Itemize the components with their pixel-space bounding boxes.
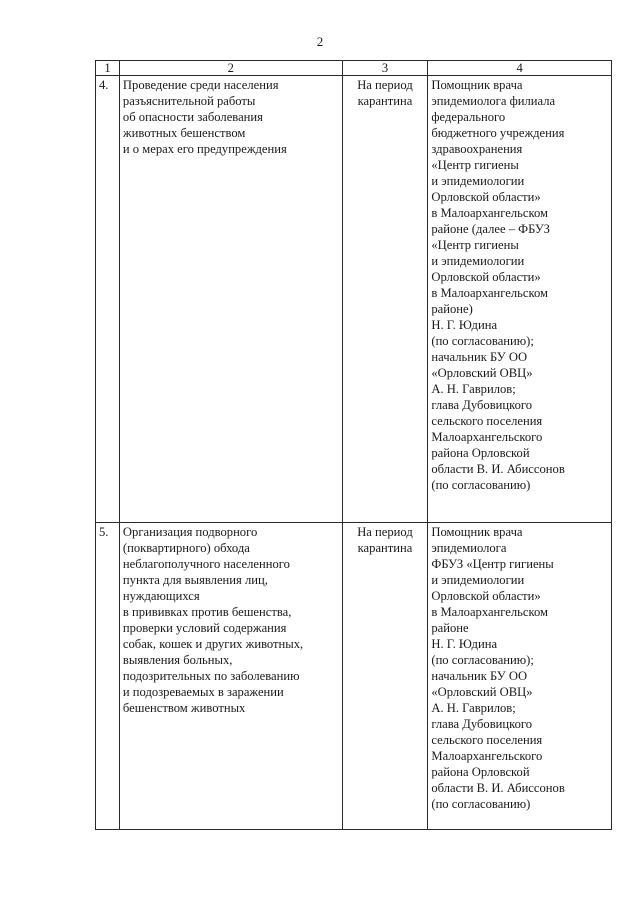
text-line: Малоархангельского [431,749,543,763]
text-line: сельского поселения [431,733,543,747]
page-number: 2 [316,34,324,49]
text-line: Проведение среди населения [122,78,279,92]
text-line: районе (далее – ФБУЗ [431,222,550,236]
text-line: бюджетного учреждения [431,126,565,140]
text-line: об опасности заболевания [122,110,263,124]
text-line: района Орловской [431,765,530,779]
text-line: эпидемиолога [431,541,507,555]
text-line: здравоохранения [431,142,523,156]
text-line: (по согласованию); [431,334,534,348]
row-number: 5. [96,523,120,830]
text-line: сельского поселения [431,414,543,428]
text-line: карантина [357,541,413,555]
text-line: пункта для выявления лиц, [122,573,268,587]
text-line: выявления больных, [122,653,233,667]
measures-table [95,60,612,830]
text-line: и эпидемиологии [431,573,525,587]
text-line: (поквартирного) обхода [122,541,250,555]
text-line: (по согласованию) [431,478,531,492]
text-line: глава Дубовицкого [431,717,533,731]
text-line: в Малоархангельском [431,286,549,300]
text-line: начальник БУ ОО [431,669,528,683]
text-line: бешенством животных [122,701,246,715]
text-line: Организация подворного [122,525,258,539]
text-line: районе [431,621,469,635]
text-line: неблагополучного населенного [122,557,290,571]
text-line: А. Н. Гаврилов; [431,701,516,715]
text-line: и о мерах его предупреждения [122,142,287,156]
header-cell-3: 3 [342,61,428,76]
text-line: в Малоархангельском [431,206,549,220]
period-cell [342,76,428,523]
table-row [96,523,612,830]
responsible-cell [428,76,612,523]
text-line: разъяснительной работы [122,94,256,108]
text-line: «Центр гигиены [431,158,519,172]
text-line: Орловской области» [431,270,541,284]
activity-cell [119,523,342,830]
text-line: района Орловской [431,446,530,460]
table-row [96,76,612,523]
text-line: карантина [357,94,413,108]
text-line: На период [357,78,413,92]
text-line: и эпидемиологии [431,254,525,268]
text-line: Помощник врача [431,525,523,539]
text-line: (по согласованию); [431,653,534,667]
text-line: собак, кошек и других животных, [122,637,304,651]
text-line: области В. И. Абиссонов [431,462,565,476]
text-line: проверки условий содержания [122,621,287,635]
row-number: 4. [96,76,120,523]
text-line: и эпидемиологии [431,174,525,188]
text-line: подозрительных по заболеванию [122,669,300,683]
text-line: ФБУЗ «Центр гигиены [431,557,554,571]
header-cell-2: 2 [119,61,342,76]
text-line: Орловской области» [431,190,541,204]
text-line: глава Дубовицкого [431,398,533,412]
text-line: А. Н. Гаврилов; [431,382,516,396]
text-line: Н. Г. Юдина [431,318,498,332]
text-line: в Малоархангельском [431,605,549,619]
activity-cell [119,76,342,523]
header-cell-4: 4 [428,61,612,76]
text-line: Малоархангельского [431,430,543,444]
text-line: районе) [431,302,473,316]
text-line: области В. И. Абиссонов [431,781,565,795]
text-line: начальник БУ ОО [431,350,528,364]
table-header-row [96,61,612,76]
text-line: нуждающихся [122,589,200,603]
header-cell-1: 1 [96,61,120,76]
text-line: Помощник врача [431,78,523,92]
text-line: (по согласованию) [431,797,531,811]
text-line: эпидемиолога филиала [431,94,556,108]
text-line: Орловской области» [431,589,541,603]
text-line: Н. Г. Юдина [431,637,498,651]
text-line: «Орловский ОВЦ» [431,366,533,380]
text-line: «Центр гигиены [431,238,519,252]
period-cell [342,523,428,830]
text-line: На период [357,525,413,539]
text-line: федерального [431,110,506,124]
text-line: в прививках против бешенства, [122,605,292,619]
text-line: и подозреваемых в заражении [122,685,284,699]
responsible-cell [428,523,612,830]
text-line: животных бешенством [122,126,246,140]
text-line: «Орловский ОВЦ» [431,685,533,699]
